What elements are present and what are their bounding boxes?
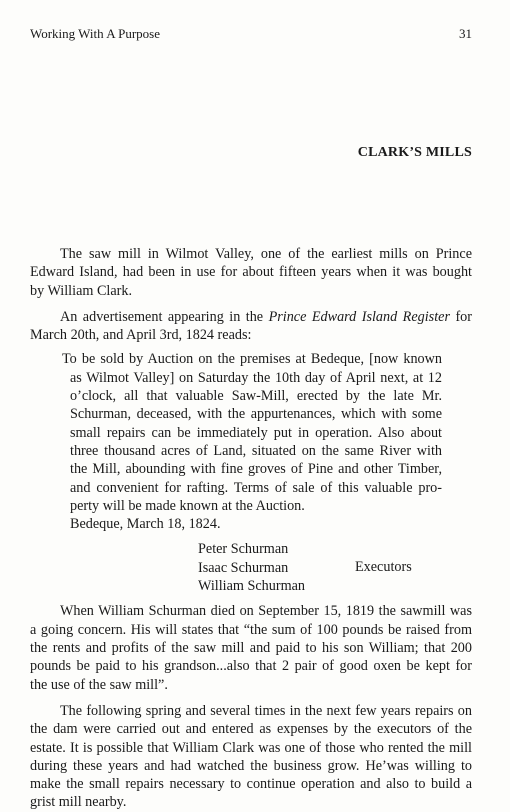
newspaper-title: Prince Edward Island Register <box>268 308 450 325</box>
running-header <box>30 26 472 42</box>
text-run: An advertisement appearing in the <box>60 308 269 325</box>
quote-line: o’clock, all that valuable Saw-Mill, erected by the late Mr. <box>70 388 442 405</box>
body-text <box>30 245 472 812</box>
paragraph-2 <box>30 308 472 345</box>
paragraph-line: during these years and had watched the business grow. He’was willing to <box>30 757 472 774</box>
quote-line: as Wilmot Valley] on Saturday the 10th day of April next, at 12 <box>70 369 442 386</box>
paragraph-line: The saw mill in Wilmot Valley, one of the earliest mills on Prince <box>60 246 472 262</box>
signatory-role: Executors <box>355 559 412 576</box>
quote-line: the Mill, abounding with fine groves of Pine and other Timber, <box>70 461 442 478</box>
paragraph-line: March 20th, and April 3rd, 1824 reads: <box>30 327 252 344</box>
quote-dateline: Bedeque, March 18, 1824. <box>70 516 221 533</box>
quote-line: three thousand acres of Land, situated on the same River with <box>70 442 442 459</box>
paragraph-line: pounds be paid to his grandson...also that 2 pair of good oxen be kept for <box>30 658 472 675</box>
paragraph-line: the dam were carried out and entered as expenses by the executors of the <box>30 721 472 738</box>
paragraph-line: The following spring and several times in the next few years repairs on <box>60 702 472 719</box>
paragraph-line: a going concern. His will states that “the sum of 100 pounds be raised from <box>30 621 472 638</box>
signature-block <box>30 540 472 596</box>
paragraph-line: grist mill nearby. <box>30 794 127 811</box>
paragraph-line: by William Clark. <box>30 282 133 299</box>
page-number: 31 <box>459 26 472 41</box>
running-title: Working With A Purpose <box>30 26 160 41</box>
paragraph-line: the rents and profits of the saw mill and paid to his son William; that 200 <box>30 640 472 657</box>
quote-line: To be sold by Auction on the premises at Bedeque, [now known <box>62 351 442 368</box>
paragraph-line: Edward Island, had been in use for about fifteen years when it was bought <box>30 264 472 281</box>
advertisement-quote <box>62 350 442 533</box>
paragraph-3 <box>30 602 472 693</box>
paragraph-1 <box>30 245 472 300</box>
quote-line: small repairs can be immediately put in operation. Also about <box>70 424 442 441</box>
chapter-title: CLARK’S MILLS <box>357 145 472 160</box>
paragraph-line: make the small repairs necessary to continue operation and also to build a <box>30 776 472 793</box>
text-run: for <box>449 308 472 325</box>
signatory-names <box>198 540 305 595</box>
paragraph-line: the use of the saw mill”. <box>30 676 168 693</box>
signatory-name: Peter Schurman <box>198 541 289 558</box>
paragraph-line: estate. It is possible that William Clark was one of those who rented the mill <box>30 739 472 756</box>
signatory-name: William Schurman <box>198 578 305 595</box>
paragraph-line: When William Schurman died on September 15, 1819 the sawmill was <box>60 603 472 620</box>
signatory-name: Isaac Schurman <box>198 559 289 576</box>
quote-line: Schurman, deceased, with the appurtenances, which with some <box>70 406 442 423</box>
quote-line: perty will be made known at the Auction. <box>70 497 305 514</box>
paragraph-4 <box>30 702 472 812</box>
quote-line: and convenient for rafting. Terms of sale of this valuable pro- <box>70 479 442 496</box>
paragraph-line <box>30 308 472 326</box>
